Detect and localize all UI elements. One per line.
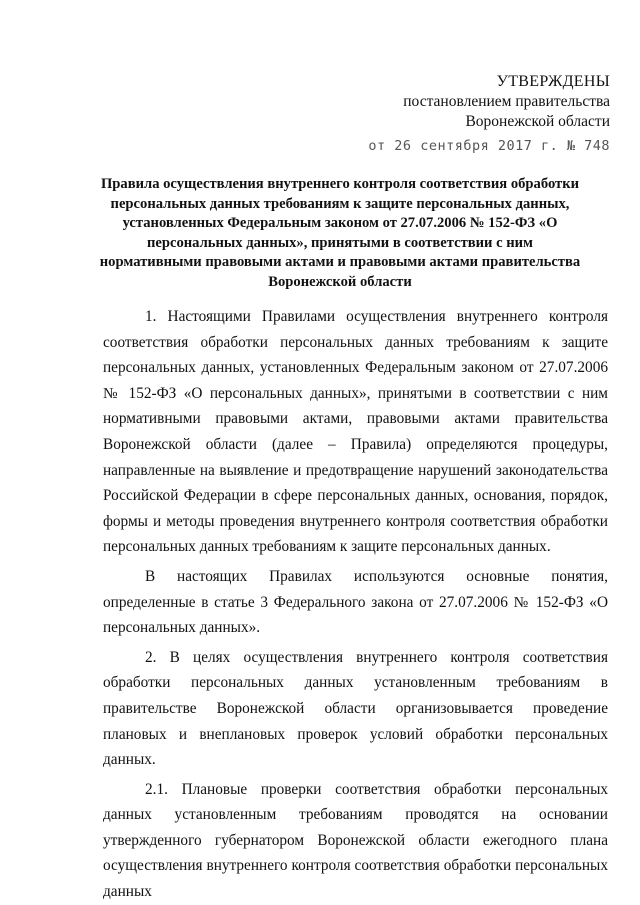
approval-date-stamp: от 26 сентября 2017 г. № 748	[368, 138, 610, 154]
paragraph-2-1: 2.1. Плановые проверки соответствия обработки персональных данных установленным требованиям проводятся на основании утвержденного губернатором Воронежской области ежегодного плана осуществления внутреннего контроля соответствия обработки персональных данных	[103, 780, 608, 901]
paragraph-definitions: В настоящих Правилах используются основные понятия, определенные в статье 3 Федерального закона от 27.07.2006 № 152-ФЗ «О персональных данных».	[103, 567, 608, 637]
approval-line-1: постановлением правительства	[403, 93, 610, 110]
paragraph-2: 2. В целях осуществления внутреннего контроля соответствия обработки персональных данных установленным требованиям в правительстве Воронежской области организовывается проведение плановых и внеплановых проверок условий обработки персональных данных.	[103, 648, 608, 769]
approval-block	[368, 72, 610, 156]
approval-line-2: Воронежской области	[465, 113, 610, 130]
document-body	[103, 304, 608, 905]
paragraph-1: 1. Настоящими Правилами осуществления внутреннего контроля соответствия обработки персональных данных требованиям к защите персональных данных, установленных Федеральным законом от 27.07.2006 № 152-ФЗ «О персональных данных», принятыми в соответствии с ним нормативными правовыми актами, правовыми актами правительства Воронежской области (далее – Правила) определяются процедуры, направленные на выявление и предотвращение нарушений законодательства Российской Федерации в сфере персональных данных, основания, порядок, формы и методы проведения внутреннего контроля соответствия обработки персональных данных требованиям к защите персональных данных.	[103, 308, 608, 556]
document-title: Правила осуществления внутреннего контроля соответствия обработки персональных данных требованиям к защите персональных данных, установленных Федеральным законом от 27.07.2006 № 152-ФЗ «О персональных данных», принятыми в соответствии с ним нормативными правовыми актами и правовыми актами правительства Воронежской области	[99, 176, 581, 290]
approval-title: УТВЕРЖДЕНЫ	[496, 73, 610, 90]
